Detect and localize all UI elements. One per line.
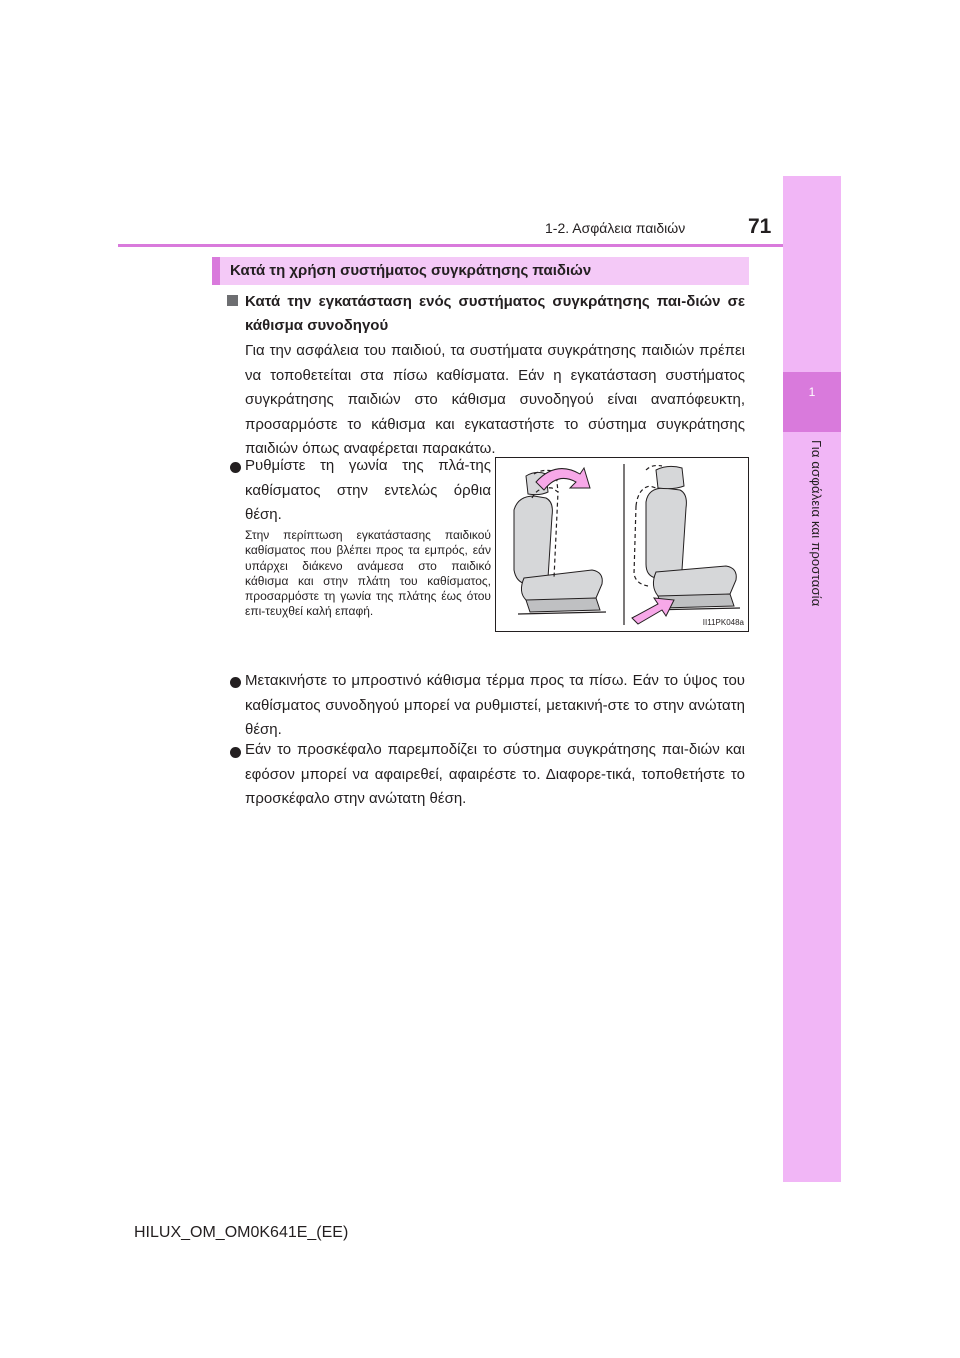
running-header-section: 1-2. Ασφάλεια παιδιών xyxy=(545,220,686,236)
square-bullet-icon xyxy=(227,295,238,306)
section-heading-bar xyxy=(212,257,749,285)
subheading: Κατά την εγκατάσταση ενός συστήματος συγκράτησης παι-διών σε κάθισμα συνοδηγού xyxy=(245,293,745,334)
bullet-text: Εάν το προσκέφαλο παρεμποδίζει το σύστημα συγκράτησης παι-διών και εφόσον μπορεί να αφαιρεθεί, αφαιρέστε το. Διαφορε-τικά, τοποθετήστε το προσκέφαλο στην ανώτατη θέση. xyxy=(245,741,745,807)
page-number: 71 xyxy=(748,215,772,238)
figure-code: II11PK048a xyxy=(702,618,744,627)
header-rule xyxy=(118,244,783,247)
bullet-dot-icon xyxy=(230,747,241,758)
seat-adjustment-figure xyxy=(495,457,749,632)
seat-illustration xyxy=(496,458,748,631)
slide-back-arrow-icon xyxy=(632,598,674,624)
seat-right xyxy=(646,466,740,610)
chapter-tab-marker xyxy=(783,372,841,432)
intro-paragraph: Για την ασφάλεια του παιδιού, τα συστήματα συγκράτησης παιδιών πρέπει να τοποθετείται στα πίσω καθίσματα. Εάν η εγκατάσταση συστήματος συγκράτησης παιδιών στο κάθισμα συνοδηγού είναι αναπόφευκτη, προσαρμόστε το κάθισμα και εγκαταστήστε το σύστημα συγκράτησης παιδιών όπως αναφέρεται παρακάτω. xyxy=(245,342,745,457)
bullet-text: Μετακινήστε το μπροστινό κάθισμα τέρμα προς τα πίσω. Εάν το ύψος του καθίσματος συνοδηγού μπορεί να ρυθμιστεί, μετακινή-στε το στην ανώτατη θέση. xyxy=(245,672,745,738)
bullet-dot-icon xyxy=(230,677,241,688)
seat-left xyxy=(514,472,606,614)
chapter-title: Για ασφάλεια και προστασία xyxy=(809,440,824,607)
bullet-note: Στην περίπτωση εγκατάστασης παιδικού καθίσματος που βλέπει προς τα εμπρός, εάν υπάρχει διάκενο ανάμεσα στο παιδικό κάθισμα και στην πλάτη του καθίσματος, προσαρμόστε τη γωνία της πλάτης έως ότου επι-τευχθεί καλή επαφή. xyxy=(245,528,491,619)
recline-arrow-icon xyxy=(536,468,590,490)
bullet-text: Ρυθμίστε τη γωνία της πλά-της καθίσματος στην εντελώς όρθια θέση. xyxy=(245,457,491,523)
section-heading: Κατά τη χρήση συστήματος συγκράτησης παιδιών xyxy=(230,262,592,279)
bullet-dot-icon xyxy=(230,462,241,473)
document-id-footer: HILUX_OM_OM0K641E_(EE) xyxy=(134,1224,349,1241)
chapter-number: 1 xyxy=(808,385,816,399)
